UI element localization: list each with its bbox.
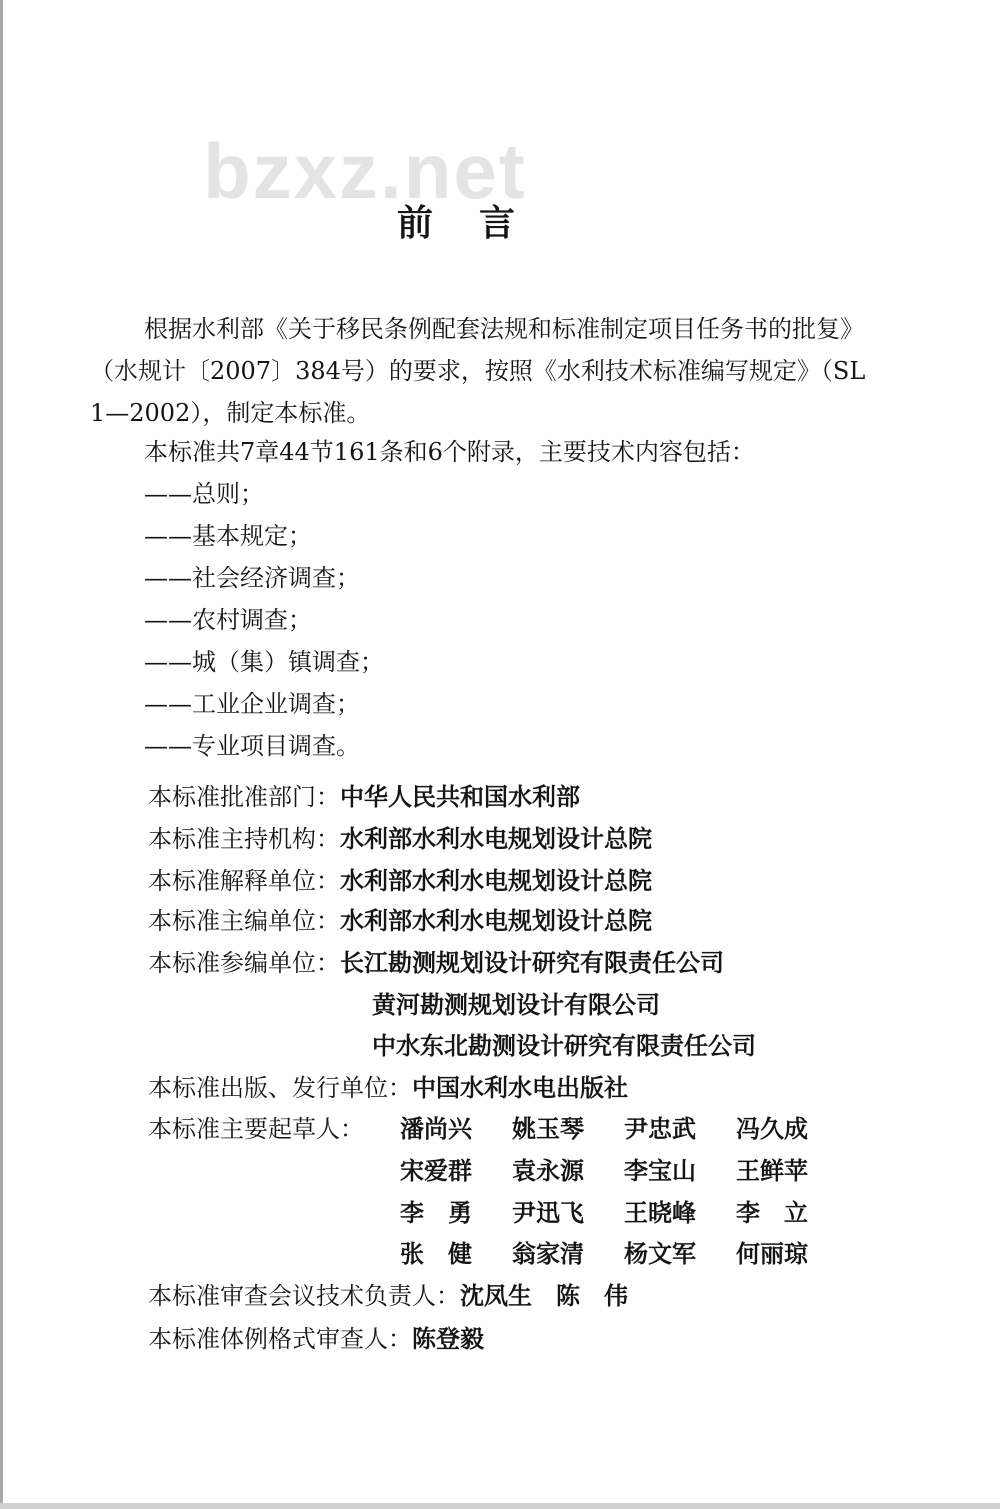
drafter-name: 张 健	[400, 1240, 472, 1268]
drafter-name: 王晓峰	[624, 1199, 696, 1227]
approval-label: 本标准批准部门：	[148, 783, 340, 811]
drafter-name: 杨文军	[624, 1240, 696, 1268]
review-value: 沈凤生 陈 伟	[460, 1282, 628, 1310]
host-row	[148, 818, 652, 860]
approval-row	[148, 776, 580, 818]
format-value: 陈登毅	[412, 1325, 484, 1353]
drafter-name: 李宝山	[624, 1157, 696, 1185]
review-label: 本标准审查会议技术负责人：	[148, 1282, 460, 1310]
content-item-industrial: ——工业企业调查；	[144, 690, 360, 718]
participant-2-row	[372, 984, 660, 1026]
content-item-town: ——城（集）镇调查；	[144, 648, 384, 676]
chief-row	[148, 900, 652, 942]
drafter-name: 何丽琼	[736, 1240, 808, 1268]
interpret-row	[148, 860, 652, 902]
content-item-general: ——总则；	[144, 480, 264, 508]
content-item-basic-rules: ——基本规定；	[144, 522, 312, 550]
format-label: 本标准体例格式审查人：	[148, 1325, 412, 1353]
participants-label: 本标准参编单位：	[148, 949, 340, 977]
participant-1: 长江勘测规划设计研究有限责任公司	[340, 949, 724, 977]
host-label: 本标准主持机构：	[148, 825, 340, 853]
drafter-name: 翁家清	[512, 1240, 584, 1268]
content-item-socioeconomic: ——社会经济调查；	[144, 564, 360, 592]
drafter-name: 李 勇	[400, 1199, 472, 1227]
drafters-row-3	[400, 1192, 848, 1234]
drafters-label: 本标准主要起草人：	[148, 1115, 364, 1143]
participants-row	[148, 942, 724, 984]
participant-3-row	[372, 1025, 756, 1067]
format-row	[148, 1318, 484, 1360]
page-title: 前言	[396, 202, 561, 244]
drafter-name: 冯久成	[736, 1115, 808, 1143]
approval-value: 中华人民共和国水利部	[340, 783, 580, 811]
interpret-value: 水利部水利水电规划设计总院	[340, 867, 652, 895]
drafters-row-4	[400, 1233, 848, 1275]
review-row	[148, 1275, 628, 1317]
summary-paragraph: 本标准共7章44节161条和6个附录，主要技术内容包括：	[144, 438, 755, 466]
intro-paragraph: 根据水利部《关于移民条例配套法规和标准制定项目任务书的批复》（水规计〔2007〕384号）的要求，按照《水利技术标准编写规定》（SL 1—2002），制定本标准。	[90, 315, 866, 427]
drafters-row-1	[400, 1108, 848, 1150]
publisher-label: 本标准出版、发行单位：	[148, 1074, 412, 1102]
drafter-name: 姚玉琴	[512, 1115, 584, 1143]
drafter-name: 尹忠武	[624, 1115, 696, 1143]
watermark: bzxz.net	[203, 127, 527, 215]
drafter-name: 王鲜苹	[736, 1157, 808, 1185]
drafter-name: 宋爱群	[400, 1157, 472, 1185]
drafter-name: 李 立	[736, 1199, 808, 1227]
participant-3: 中水东北勘测设计研究有限责任公司	[372, 1032, 756, 1060]
page-edge-bottom	[0, 1503, 1000, 1509]
content-item-rural: ——农村调查；	[144, 606, 312, 634]
chief-label: 本标准主编单位：	[148, 907, 340, 935]
drafter-name: 袁永源	[512, 1157, 584, 1185]
publisher-row	[148, 1067, 628, 1109]
interpret-label: 本标准解释单位：	[148, 867, 340, 895]
drafters-row-2	[400, 1150, 848, 1192]
drafter-name: 尹迅飞	[512, 1199, 584, 1227]
publisher-value: 中国水利水电出版社	[412, 1074, 628, 1102]
drafter-name: 潘尚兴	[400, 1115, 472, 1143]
participant-2: 黄河勘测规划设计有限公司	[372, 991, 660, 1019]
chief-value: 水利部水利水电规划设计总院	[340, 907, 652, 935]
content-item-special: ——专业项目调查。	[144, 732, 360, 760]
host-value: 水利部水利水电规划设计总院	[340, 825, 652, 853]
